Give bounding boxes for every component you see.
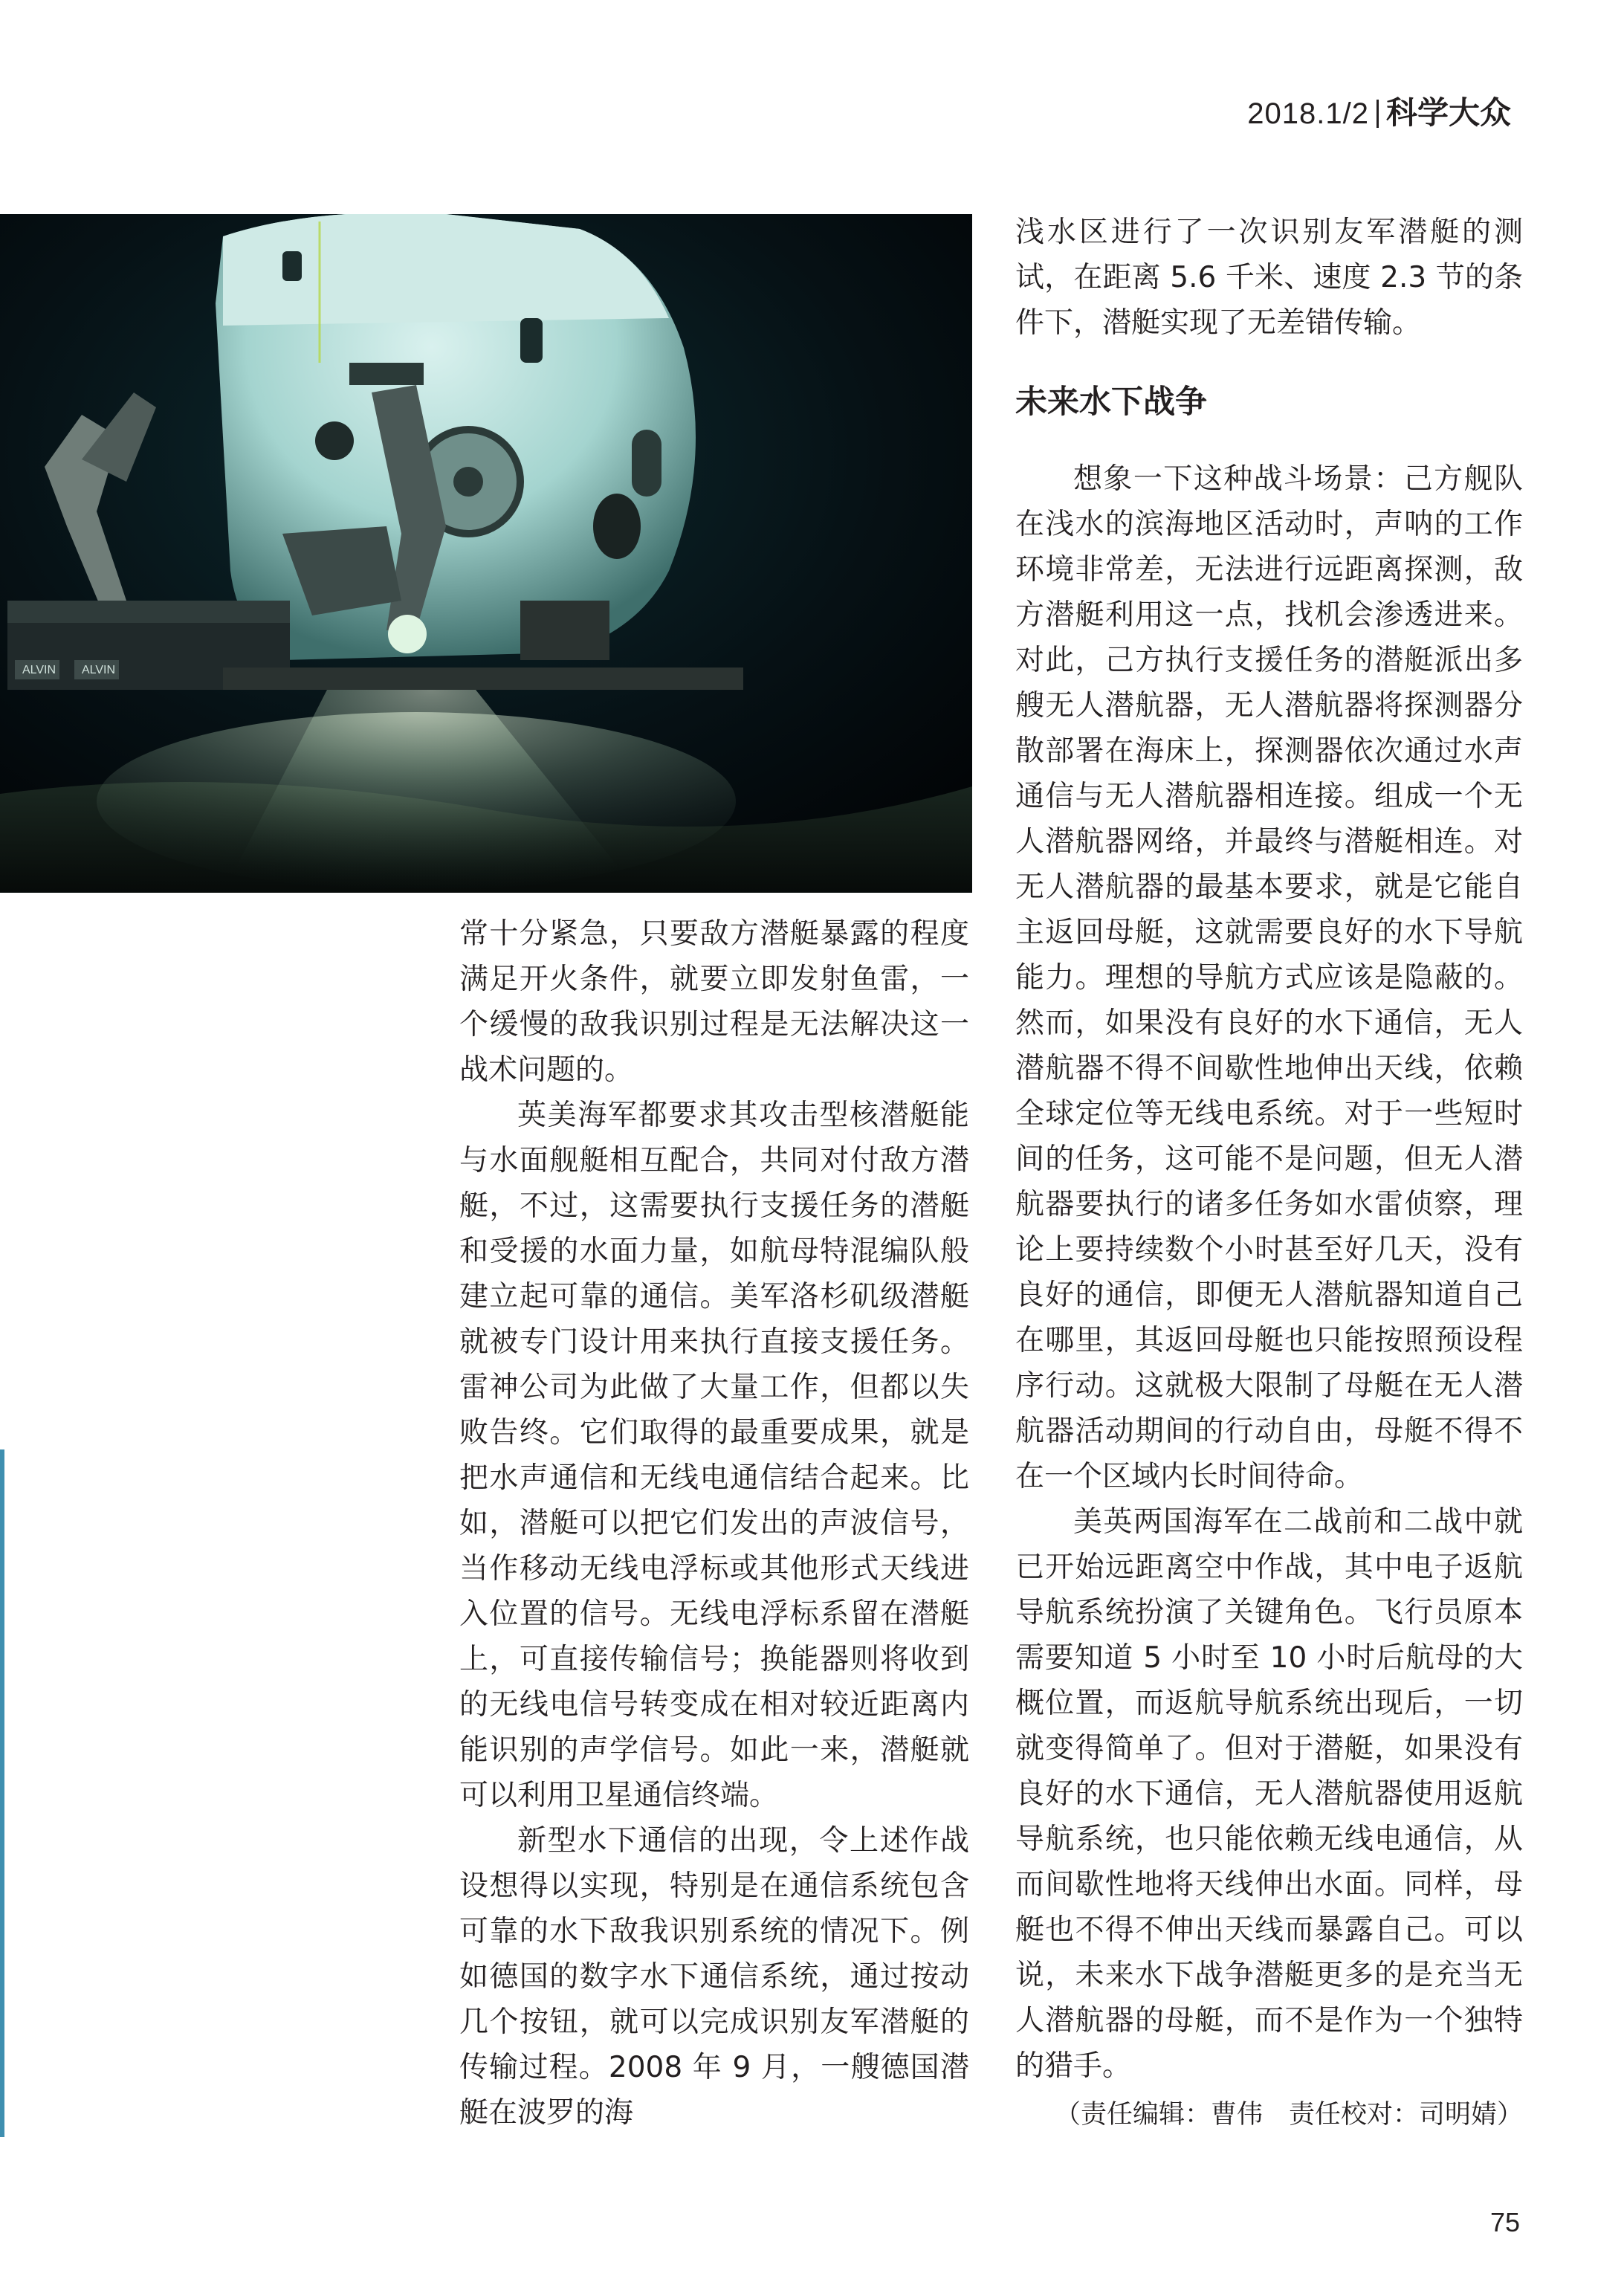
- paragraph: 新型水下通信的出现，令上述作战设想得以实现，特别是在通信系统包含可靠的水下敌我识别系统的情况下。例如德国的数字水下通信系统，通过按动几个按钮，就可以完成识别友军潜艇的传输过程。2008 年 9 月，一艘德国潜艇在波罗的海: [459, 1824, 969, 2130]
- paragraph: 常十分紧急，只要敌方潜艇暴露的程度满足开火条件，就要立即发射鱼雷，一个缓慢的敌我识别过程是无法解决这一战术问题的。: [459, 917, 969, 1087]
- page-number: 75: [1489, 2207, 1520, 2237]
- page-header: [1247, 95, 1511, 132]
- hull-label-2: ALVIN: [82, 664, 116, 676]
- hull-label-1: ALVIN: [22, 664, 56, 676]
- section-heading: 未来水下战争: [1015, 384, 1207, 421]
- paragraph: 浅水区进行了一次识别友军潜艇的测试，在距离 5.6 千米、速度 2.3 节的条件下，潜艇实现了无差错传输。: [1015, 216, 1523, 340]
- editor-credit: （责任编辑：曹伟 责任校对：司明婧）: [1054, 2100, 1523, 2130]
- paragraph: 英美海军都要求其攻击型核潜艇能与水面舰艇相互配合，共同对付敌方潜艇，不过，这需要执行支援任务的潜艇和受援的水面力量，如航母特混编队般建立起可靠的通信。美军洛杉矶级潜艇就被专门设计用来执行直接支援任务。雷神公司为此做了大量工作，但都以失败告终。它们取得的最重要成果，就是把水声通信和无线电通信结合起来。比如，潜艇可以把它们发出的声波信号，当作移动无线电浮标或其他形式天线进入位置的信号。无线电浮标系留在潜艇上，可直接传输信号；换能器则将收到的无线电信号转变成在相对较近距离内能识别的声学信号。如此一来，潜艇就可以利用卫星通信终端。: [459, 1099, 969, 1812]
- paragraph: 想象一下这种战斗场景：己方舰队在浅水的滨海地区活动时，声呐的工作环境非常差，无法进行远距离探测，敌方潜艇利用这一点，找机会渗透进来。对此，己方执行支援任务的潜艇派出多艘无人潜航器，无人潜航器将探测器分散部署在海床上，探测器依次通过水声通信与无人潜航器相连接。组成一个无人潜航器网络，并最终与潜艇相连。对无人潜航器的最基本要求，就是它能自主返回母艇，这就需要良好的水下导航能力。理想的导航方式应该是隐蔽的。然而，如果没有良好的水下通信，无人潜航器不得不间歇性地伸出天线，依赖全球定位等无线电系统。对于一些短时间的任务，这可能不是问题，但无人潜航器要执行的诸多任务如水雷侦察，理论上要持续数个小时甚至好几天，没有良好的通信，即便无人潜航器知道自己在哪里，其返回母艇也只能按照预设程序行动。这就极大限制了母艇在无人潜航器活动期间的行动自由，母艇不得不在一个区域内长时间待命。: [1015, 462, 1523, 1493]
- right-text-column: [1015, 210, 1523, 2089]
- header-divider: [1376, 100, 1379, 128]
- issue-date: 2018.1/2: [1247, 97, 1369, 130]
- submersible-photo: [0, 214, 972, 893]
- paragraph: 美英两国海军在二战前和二战中就已开始远距离空中作战，其中电子返航导航系统扮演了关键角色。飞行员原本需要知道 5 小时至 10 小时后航母的大概位置，而返航导航系统出现后，一切就变得简单了。但对于潜艇，如果没有良好的水下通信，无人潜航器使用返航导航系统，也只能依赖无线电通信，从而间歇性地将天线伸出水面。同样，母艇也不得不伸出天线而暴露自己。可以说，未来水下战争潜艇更多的是充当无人潜航器的母艇，而不是作为一个独特的猎手。: [1015, 1505, 1523, 2083]
- magazine-name: 科学大众: [1385, 94, 1511, 131]
- page-edge-bar: [0, 1449, 4, 2137]
- left-text-column: [459, 911, 969, 2136]
